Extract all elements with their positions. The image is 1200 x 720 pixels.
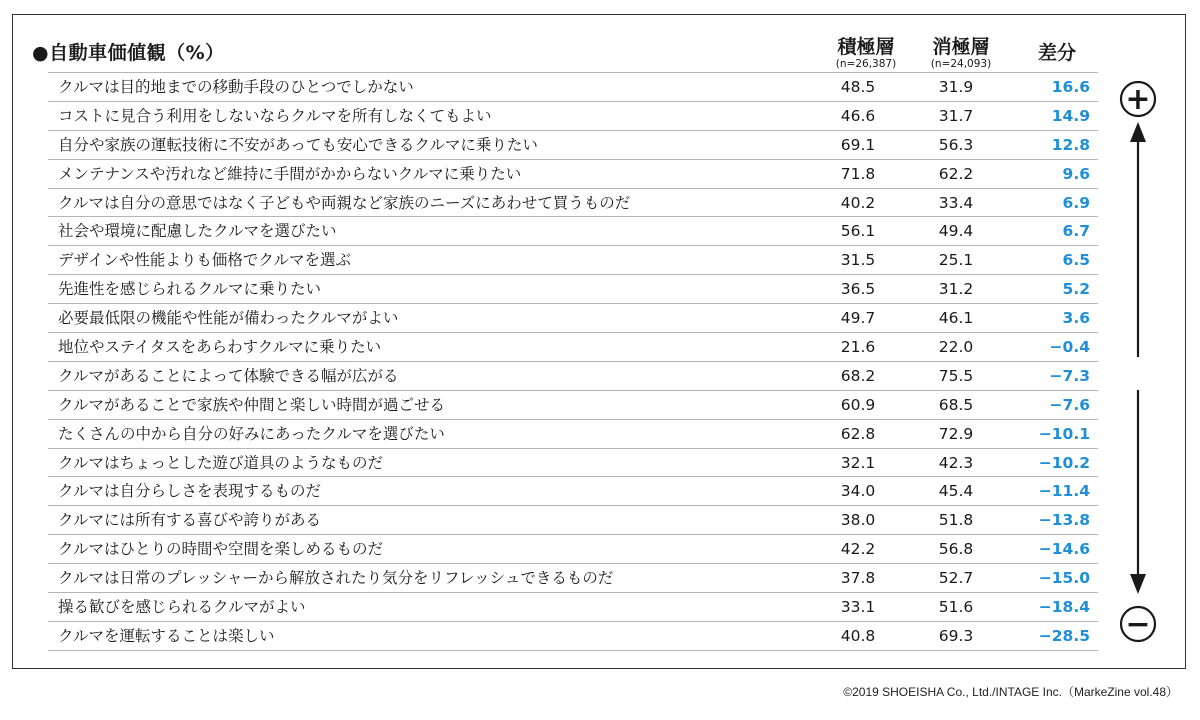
direction-legend (1100, 72, 1180, 662)
column-header-passive-sample: (n=24,093) (930, 58, 992, 70)
value-diff: 3.6 (1062, 309, 1090, 328)
value-passive: 75.5 (938, 366, 974, 385)
row-label: クルマは目的地までの移動手段のひとつでしかない (58, 78, 414, 96)
row-label: 自分や家族の運転技術に不安があっても安心できるクルマに乗りたい (58, 135, 538, 154)
value-diff: 6.9 (1062, 193, 1090, 212)
value-diff: −18.4 (1038, 598, 1090, 617)
table-row (48, 391, 1098, 420)
value-active: 36.5 (840, 280, 876, 299)
value-active: 33.1 (840, 598, 876, 617)
row-label: クルマがあることで家族や仲間と楽しい時間が過ごせる (58, 395, 446, 414)
value-diff: −14.6 (1038, 540, 1090, 559)
table-row (48, 131, 1098, 160)
value-passive: 69.3 (938, 626, 974, 645)
value-active: 40.8 (840, 626, 876, 645)
value-diff: −7.3 (1049, 366, 1090, 385)
value-diff: 12.8 (1051, 135, 1090, 154)
table-row (48, 217, 1098, 246)
table-row (48, 362, 1098, 391)
value-passive: 72.9 (938, 424, 974, 443)
value-active: 32.1 (840, 453, 876, 472)
table-row (48, 593, 1098, 622)
table-row (48, 304, 1098, 333)
row-label: クルマはひとりの時間や空間を楽しめるものだ (58, 540, 384, 559)
table-row (48, 73, 1098, 102)
row-label: デザインや性能よりも価格でクルマを選ぶ (58, 251, 351, 270)
value-active: 71.8 (840, 164, 876, 183)
row-label: クルマは自分の意思ではなく子どもや両親など家族のニーズにあわせて買うものだ (58, 193, 631, 212)
value-active: 46.6 (840, 106, 876, 125)
value-active: 31.5 (840, 251, 876, 270)
value-active: 49.7 (840, 309, 876, 328)
value-diff: −10.1 (1038, 424, 1090, 443)
table-row (48, 160, 1098, 189)
value-active: 38.0 (840, 511, 876, 530)
value-passive: 68.5 (938, 395, 974, 414)
value-active: 62.8 (840, 424, 876, 443)
value-passive: 51.8 (938, 511, 974, 530)
table-row (48, 449, 1098, 478)
value-active: 42.2 (840, 540, 876, 559)
value-passive: 49.4 (938, 222, 974, 241)
table-row (48, 246, 1098, 275)
row-label: たくさんの中から自分の好みにあったクルマを選びたい (58, 424, 445, 443)
row-label: 必要最低限の機能や性能が備わったクルマがよい (58, 309, 399, 328)
plus-indicator (1121, 82, 1155, 117)
value-diff: 9.6 (1062, 164, 1090, 183)
value-active: 34.0 (840, 482, 876, 501)
table-row (48, 564, 1098, 593)
value-active: 56.1 (840, 222, 876, 241)
column-header-active-label: 積極層 (837, 36, 895, 58)
column-header-passive (906, 36, 1016, 70)
row-label: クルマがあることによって体験できる幅が広がる (58, 366, 399, 385)
value-passive: 62.2 (938, 164, 974, 183)
value-active: 37.8 (840, 569, 876, 588)
value-diff: −11.4 (1038, 482, 1090, 501)
table-row (48, 506, 1098, 535)
value-passive: 56.8 (938, 540, 974, 559)
value-active: 40.2 (840, 193, 876, 212)
column-header-active (811, 36, 921, 70)
value-active: 69.1 (840, 135, 876, 154)
value-passive: 33.4 (938, 193, 974, 212)
value-diff: −0.4 (1049, 338, 1090, 357)
row-label: クルマは自分らしさを表現するものだ (58, 482, 322, 501)
row-label: 操る歓びを感じられるクルマがよい (58, 598, 306, 617)
row-label: クルマを運転することは楽しい (58, 626, 275, 645)
minus-symbol: − (1125, 607, 1151, 642)
column-header-active-sample: (n=26,387) (835, 58, 897, 70)
table-row (48, 189, 1098, 218)
value-active: 21.6 (840, 338, 876, 357)
up-arrow-icon (1130, 122, 1146, 357)
value-diff: 14.9 (1051, 106, 1090, 125)
row-label: クルマはちょっとした遊び道具のようなものだ (58, 453, 384, 472)
value-passive: 31.2 (938, 280, 974, 299)
value-diff: 6.5 (1062, 251, 1090, 270)
row-label: クルマには所有する喜びや誇りがある (58, 511, 322, 530)
table-row (48, 477, 1098, 506)
value-active: 68.2 (840, 366, 876, 385)
plus-symbol: + (1125, 82, 1151, 117)
value-diff: 5.2 (1062, 280, 1090, 299)
row-label: 先進性を感じられるクルマに乗りたい (58, 280, 322, 299)
row-label: クルマは日常のプレッシャーから解放されたり気分をリフレッシュできるものだ (58, 569, 614, 588)
row-label: 地位やステイタスをあらわすクルマに乗りたい (58, 338, 382, 357)
column-header-passive-label: 消極層 (932, 36, 990, 58)
value-passive: 31.7 (938, 106, 974, 125)
table-body (48, 72, 1098, 651)
table-row (48, 622, 1098, 651)
value-passive: 46.1 (938, 309, 974, 328)
value-passive: 31.9 (938, 78, 974, 96)
value-diff: 6.7 (1062, 222, 1090, 241)
table-row (48, 333, 1098, 362)
value-passive: 52.7 (938, 569, 974, 588)
value-diff: −10.2 (1038, 453, 1090, 472)
value-passive: 56.3 (938, 135, 974, 154)
table-row (48, 102, 1098, 131)
table-row (48, 535, 1098, 564)
table-title: ●自動車価値観（%） (32, 42, 225, 64)
value-passive: 51.6 (938, 598, 974, 617)
column-header-diff-label: 差分 (1037, 42, 1076, 64)
value-passive: 42.3 (938, 453, 974, 472)
value-passive: 45.4 (938, 482, 974, 501)
value-passive: 22.0 (938, 338, 974, 357)
down-arrow-icon (1130, 390, 1146, 594)
value-passive: 25.1 (938, 251, 974, 270)
row-label: メンテナンスや汚れなど維持に手間がかからないクルマに乗りたい (58, 164, 522, 183)
column-header-diff (1007, 42, 1107, 64)
value-diff: −7.6 (1049, 395, 1090, 414)
row-label: 社会や環境に配慮したクルマを選びたい (58, 222, 337, 241)
value-diff: −13.8 (1038, 511, 1090, 530)
value-active: 60.9 (840, 395, 876, 414)
row-label: コストに見合う利用をしないならクルマを所有しなくてもよい (58, 106, 492, 125)
minus-indicator (1121, 607, 1155, 642)
value-active: 48.5 (840, 78, 876, 96)
copyright-credit: ©2019 SHOEISHA Co., Ltd./INTAGE Inc.（MarkeZine vol.48） (843, 685, 1178, 699)
value-diff: 16.6 (1051, 78, 1090, 96)
value-diff: −28.5 (1038, 626, 1090, 645)
value-diff: −15.0 (1038, 569, 1090, 588)
table-row (48, 420, 1098, 449)
table-row (48, 275, 1098, 304)
